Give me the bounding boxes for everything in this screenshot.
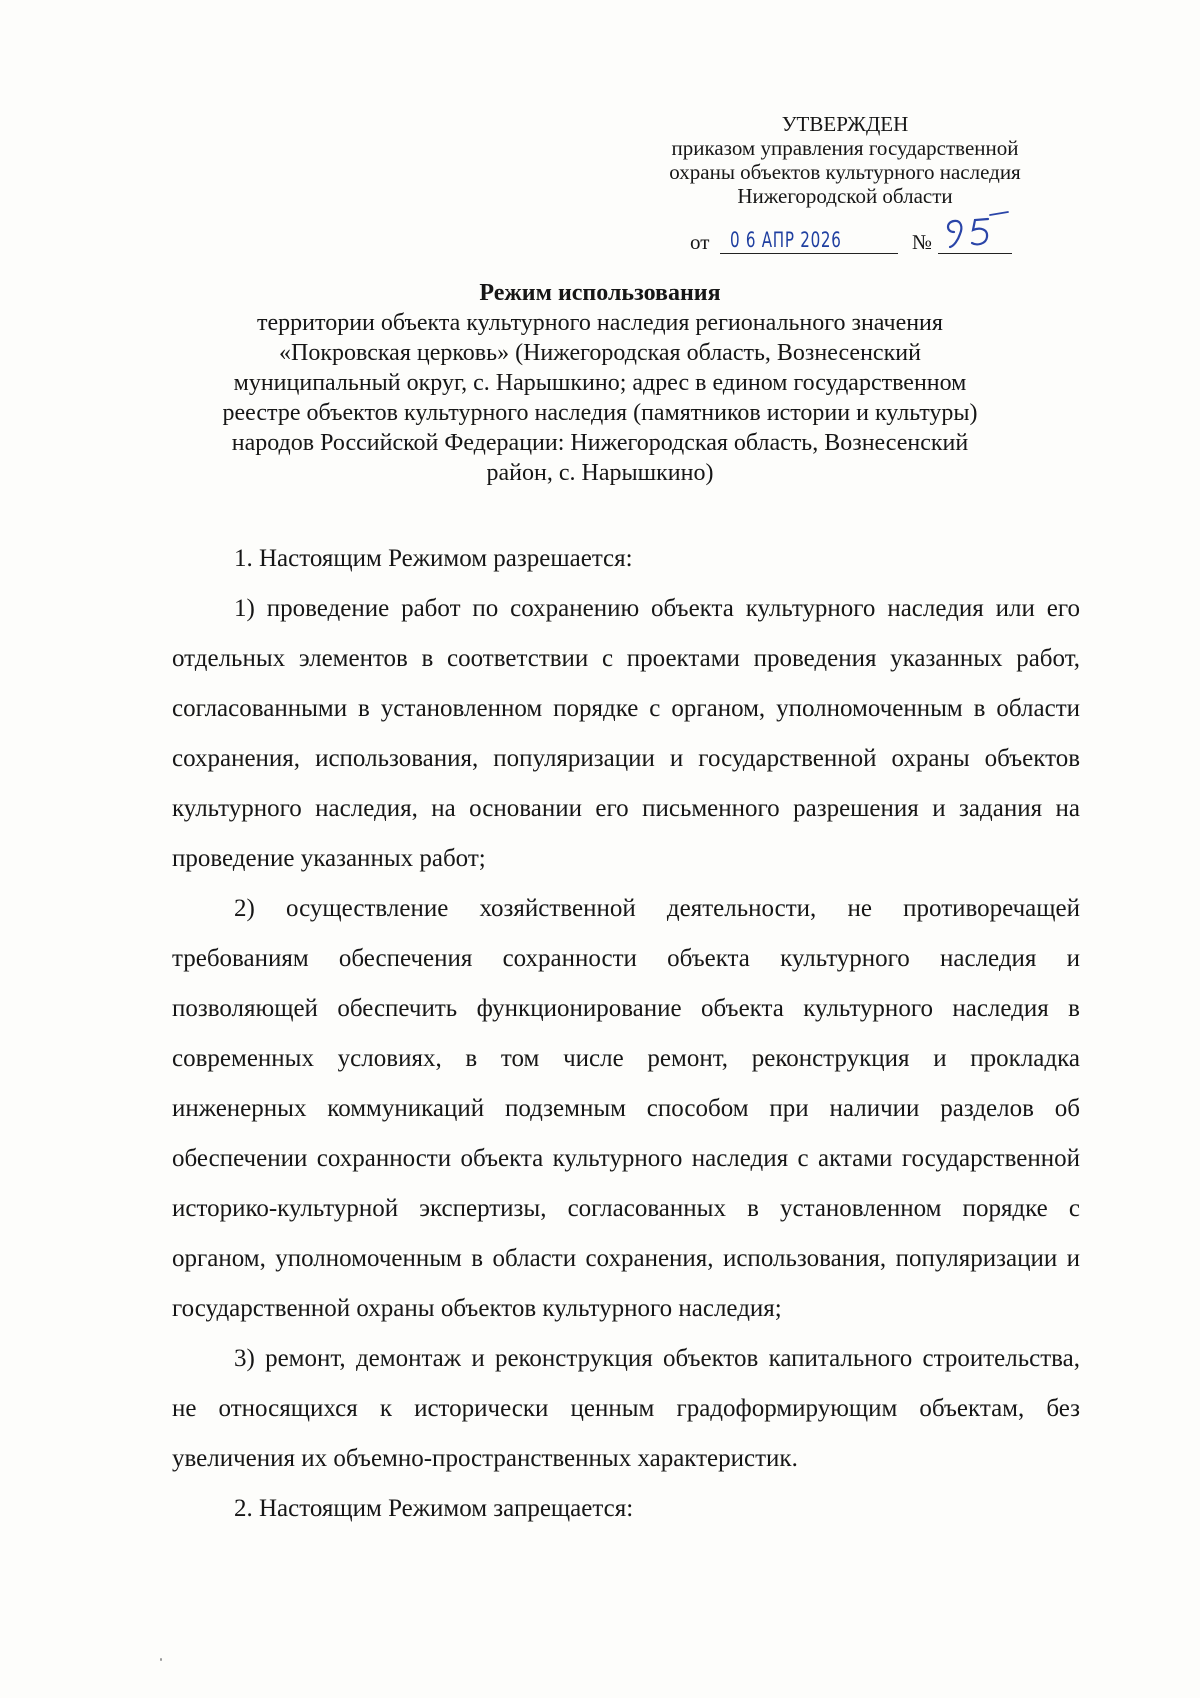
number-underline [938,253,1012,254]
approval-block [600,112,1090,208]
date-from-label: от [690,230,710,254]
document-subtitle [150,308,1050,488]
section-1-heading: 1. Настоящим Режимом разрешается: [234,545,633,572]
allowed-items-block [172,584,1080,1534]
approval-line-3: Нижегородской области [737,184,953,208]
date-underline [720,253,898,254]
subtitle-line: реестре объектов культурного наследия (памятников истории и культуры) [222,400,978,426]
section-1-heading-block [172,534,1080,584]
subtitle-line: район, с. Нарышкино) [486,460,714,486]
number-label: № [912,230,933,254]
date-stamp: 0 6 АПР 2026 [730,228,842,252]
subtitle-line: муниципальный округ, с. Нарышкино; адрес в едином государственном [233,370,967,396]
scan-speck [160,1658,162,1661]
subtitle-line: территории объекта культурного наследия регионального значения [257,310,943,336]
approval-line-2: охраны объектов культурного наследия [669,160,1021,184]
document-title: Режим использования [479,280,721,306]
handwritten-order-number [940,210,1016,250]
approval-line-1: приказом управления государственной [671,136,1019,160]
allowed-item-1: 1) проведение работ по сохранению объекта культурного наследия или его отдельных элементов в соответствии с проектами проведения указанных работ, согласованными в установленном порядке с органом, уполномоченным в области сохранения, использования, популяризации и государственной охраны объектов культурного наследия, на основании его письменного разрешения и задания на проведение указанных работ; [172,595,1080,872]
approval-date-row [680,218,1020,258]
allowed-item-3: 3) ремонт, демонтаж и реконструкция объектов капитального строительства, не относящихся к исторически ценным градоформирующим объектам, без увеличения их объемно-пространственных характеристик. [172,1345,1080,1472]
approval-heading: УТВЕРЖДЕН [781,112,909,136]
subtitle-line: «Покровская церковь» (Нижегородская область, Вознесенский [279,340,921,366]
allowed-item-2: 2) осуществление хозяйственной деятельности, не противоречащей требованиям обеспечения сохранности объекта культурного наследия и позволяющей обеспечить функционирование объекта культурного наследия в современных условиях, в том числе ремонт, реконструкция и прокладка инженерных коммуникаций подземным способом при наличии разделов об обеспечении сохранности объекта культурного наследия с актами государственной историко-культурной экспертизы, согласованных в установленном порядке с органом, уполномоченным в области сохранения, использования, популяризации и государственной охраны объектов культурного наследия; [172,895,1080,1322]
subtitle-line: народов Российской Федерации: Нижегородская область, Вознесенский [231,430,969,456]
section-2-heading: 2. Настоящим Режимом запрещается: [234,1495,634,1522]
